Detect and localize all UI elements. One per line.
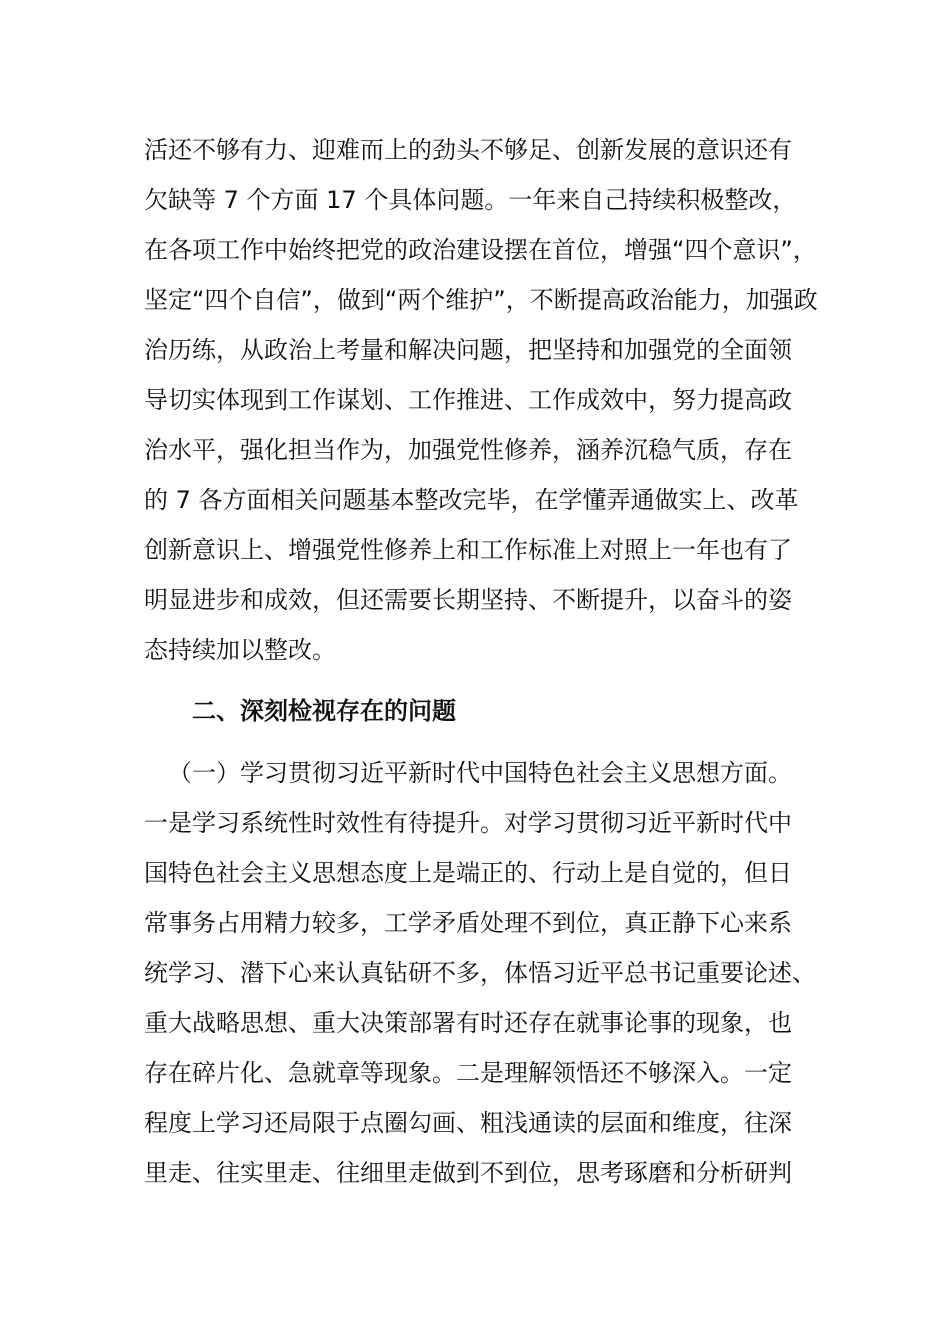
- paragraph-line: 治水平，强化担当作为，加强党性修养，涵养沉稳气质，存在: [144, 436, 792, 464]
- section-heading: 二、深刻检视存在的问题: [192, 697, 456, 725]
- paragraph-line: 重大战略思想、重大决策部署有时还存在就事论事的现象，也: [144, 1009, 792, 1037]
- paragraph-line: 治历练，从政治上考量和解决问题，把坚持和加强党的全面领: [144, 336, 792, 364]
- paragraph-line: 存在碎片化、急就章等现象。二是理解领悟还不够深入。一定: [144, 1059, 792, 1087]
- paragraph-line: 统学习、潜下心来认真钻研不多，体悟习近平总书记重要论述、: [144, 959, 816, 987]
- paragraph-line: 创新意识上、增强党性修养上和工作标准上对照上一年也有了: [144, 536, 792, 564]
- paragraph-line: 的 7 各方面相关问题基本整改完毕，在学懂弄通做实上、改革: [144, 486, 799, 514]
- paragraph-line: 明显进步和成效，但还需要长期坚持、不断提升，以奋斗的姿: [144, 586, 792, 614]
- paragraph-line: 国特色社会主义思想态度上是端正的、行动上是自觉的，但日: [144, 859, 792, 887]
- paragraph-line: 态持续加以整改。: [144, 636, 336, 664]
- paragraph-line: 常事务占用精力较多，工学矛盾处理不到位，真正静下心来系: [144, 909, 792, 937]
- paragraph-line: （一）学习贯彻习近平新时代中国特色社会主义思想方面。: [168, 759, 792, 787]
- paragraph-line: 一是学习系统性时效性有待提升。对学习贯彻习近平新时代中: [144, 809, 792, 837]
- paragraph-line: 活还不够有力、迎难而上的劲头不够足、创新发展的意识还有: [144, 136, 792, 164]
- paragraph-line: 里走、往实里走、往细里走做到不到位，思考琢磨和分析研判: [144, 1159, 792, 1187]
- paragraph-line: 坚定“四个自信”，做到“两个维护”，不断提高政治能力，加强政: [144, 286, 818, 314]
- paragraph-line: 导切实体现到工作谋划、工作推进、工作成效中，努力提高政: [144, 386, 792, 414]
- paragraph-line: 欠缺等 7 个方面 17 个具体问题。一年来自己持续积极整改，: [144, 186, 797, 214]
- paragraph-line: 在各项工作中始终把党的政治建设摆在首位，增强“四个意识”，: [144, 236, 817, 264]
- paragraph-line: 程度上学习还局限于点圈勾画、粗浅通读的层面和维度，往深: [144, 1109, 792, 1137]
